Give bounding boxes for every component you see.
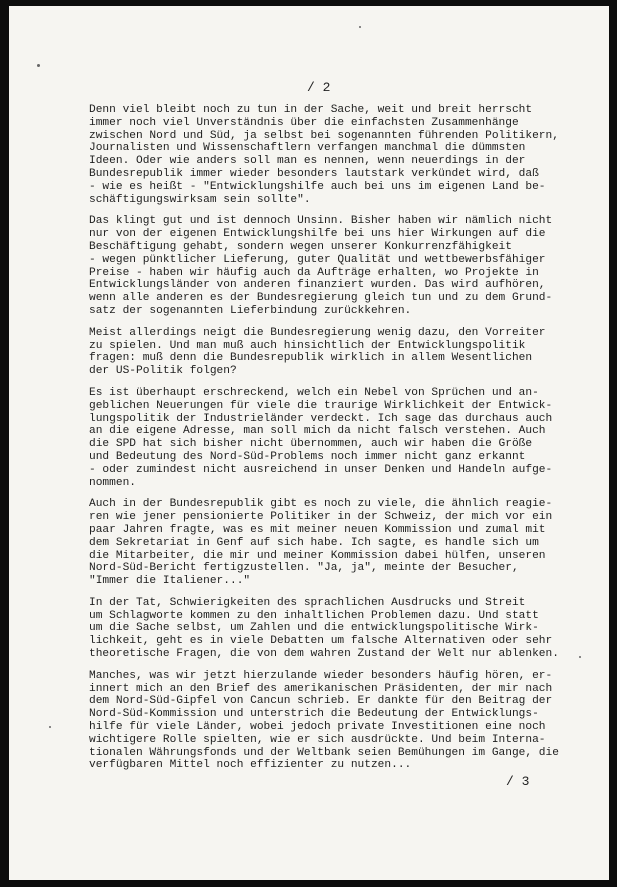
scan-speck bbox=[49, 726, 51, 728]
paper-sheet bbox=[9, 6, 609, 880]
paragraph-1: Denn viel bleibt noch zu tun in der Sache, weit und breit herrscht immer noch viel Unverständnis über die einfachsten Zusammenhänge zwischen Nord und Süd, ja selbst bei sogenannten führenden Politikern, Journalisten und Wissenschaftlern verfangen manchmal die dümmsten Ideen. Oder wie anders soll man es nennen, wenn neuerdings in der Bundesrepublik immer wieder besonders lautstark verkündet wird, daß - wie es heißt - "Entwicklungshilfe auch bei uns im eigenen Land be- schäftigungswirksam sein sollte". bbox=[89, 104, 559, 206]
page-number-marker: / 2 bbox=[307, 80, 331, 95]
next-page-marker: / 3 bbox=[506, 774, 530, 789]
paragraph-2: Das klingt gut und ist dennoch Unsinn. Bisher haben wir nämlich nicht nur von der eigenen Entwicklungshilfe bei uns hier Wirkungen auf die Beschäftigung gehabt, sondern wegen unserer Konkurrenzfähigkeit - wegen pünktlicher Lieferung, guter Qualität und wettbewerbsfähiger Preise - haben wir häufig auch da Aufträge erhalten, wo Projekte in Entwicklungsländer von anderen finanziert wurden. Das wird aufhören, wenn alle anderen es der Bundesregierung gleich tun und zu dem Grund- satz der sogenannten Lieferbindung zurückkehren. bbox=[89, 215, 553, 317]
scan-speck bbox=[37, 64, 40, 67]
body-text bbox=[89, 104, 599, 781]
paragraph-3: Meist allerdings neigt die Bundesregierung wenig dazu, den Vorreiter zu spielen. Und man muß auch hinsichtlich der Entwicklungspolitik fragen: muß denn die Bundesrepublik wirklich in allem Wesentlichen der US-Politik folgen? bbox=[89, 326, 546, 378]
paragraph-5: Auch in der Bundesrepublik gibt es noch zu viele, die ähnlich reagie- ren wie jener pensionierte Politiker in der Schweiz, der mich vor ein paar Jahren fragte, was es mit meiner neuen Kommission und zumal mit dem Sekretariat in Genf auf sich habe. Ich sagte, es handle sich um die Mitarbeiter, die mir und meiner Kommission dabei hülfen, unseren Nord-Süd-Bericht fertigzustellen. "Ja, ja", meinte der Besucher, "Immer die Italiener..." bbox=[89, 498, 553, 588]
scan-speck bbox=[359, 26, 361, 28]
paragraph-7: Manches, was wir jetzt hierzulande wieder besonders häufig hören, er- innert mich an den Brief des amerikanischen Präsidenten, der mir nach dem Nord-Süd-Gipfel von Cancun schrieb. Er dankte für den Beitrag der Nord-Süd-Kommission und unterstrich die Bedeutung der Entwicklungs- hilfe für viele Länder, wobei jedoch private Investitionen eine noch wichtigere Rolle spielten, wie er sich ausdrückte. Und beim Interna- tionalen Währungsfonds und der Weltbank seien Bemühungen im Gange, die verfügbaren Mittel noch effizienter zu nutzen... bbox=[89, 669, 559, 772]
paragraph-4: Es ist überhaupt erschreckend, welch ein Nebel von Sprüchen und an- geblichen Neuerungen für viele die traurige Wirklichkeit der Entwick- lungspolitik der Industrieländer verdeckt. Ich sage das durchaus auch an die eigene Adresse, man soll mich da nicht falsch verstehen. Auch die SPD hat sich bisher nicht übernommen, auch wir haben die Größe und Bedeutung des Nord-Süd-Problems noch immer nicht ganz erkannt - oder zumindest nicht ausreichend in unser Denken und Handeln aufge- nommen. bbox=[89, 386, 553, 489]
paragraph-6: In der Tat, Schwierigkeiten des sprachlichen Ausdrucks und Streit um Schlagworte kommen zu den inhaltlichen Problemen dazu. Und statt um die Sache selbst, um Zahlen und die entwicklungspolitische Wirk- lichkeit, geht es in viele Debatten um falsche Alternativen oder sehr theoretische Fragen, die von dem wahren Zustand der Welt nur ablenken. bbox=[89, 596, 559, 661]
